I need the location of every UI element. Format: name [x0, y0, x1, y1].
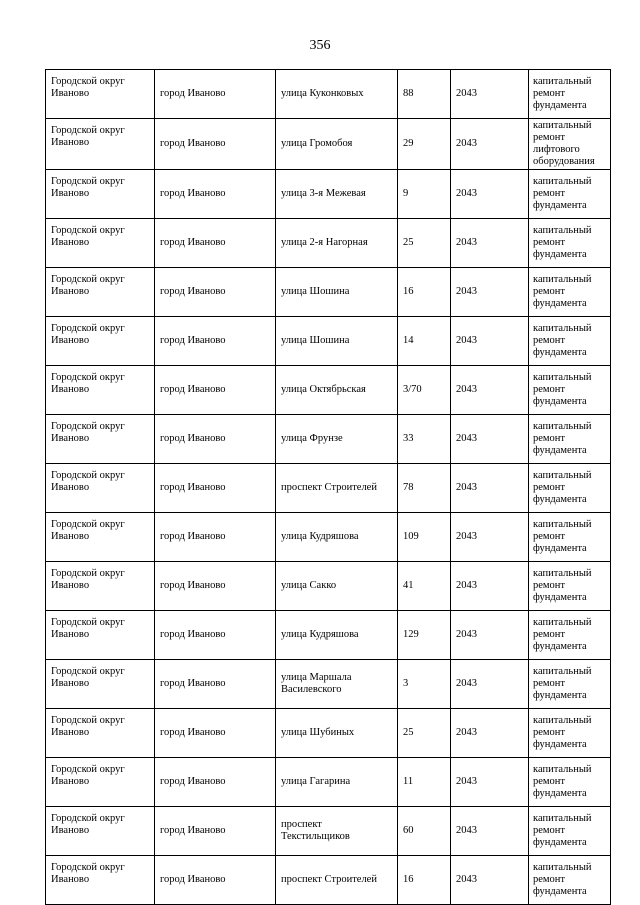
- district-cell: Городской округ Иваново: [46, 317, 155, 366]
- district-cell: Городской округ Иваново: [46, 660, 155, 709]
- table-row: [46, 219, 611, 268]
- table-row: [46, 660, 611, 709]
- city-cell: город Иваново: [155, 366, 276, 415]
- street-cell: проспект Строителей: [276, 856, 398, 905]
- district-cell: Городской округ Иваново: [46, 856, 155, 905]
- district-cell: Городской округ Иваново: [46, 464, 155, 513]
- city-cell: город Иваново: [155, 70, 276, 119]
- house-number-cell: 129: [398, 611, 451, 660]
- city-cell: город Иваново: [155, 415, 276, 464]
- year-cell: 2043: [451, 415, 529, 464]
- street-cell: улица Маршала Василевского: [276, 660, 398, 709]
- district-cell: Городской округ Иваново: [46, 366, 155, 415]
- year-cell: 2043: [451, 119, 529, 170]
- city-cell: город Иваново: [155, 268, 276, 317]
- year-cell: 2043: [451, 709, 529, 758]
- house-number-cell: 41: [398, 562, 451, 611]
- table-row: [46, 709, 611, 758]
- street-cell: улица 2-я Нагорная: [276, 219, 398, 268]
- street-cell: проспект Строителей: [276, 464, 398, 513]
- street-cell: улица 3-я Межевая: [276, 170, 398, 219]
- city-cell: город Иваново: [155, 513, 276, 562]
- work-type-cell: капитальный ремонт фундамента: [529, 611, 611, 660]
- work-type-cell: капитальный ремонт фундамента: [529, 464, 611, 513]
- table-row: [46, 611, 611, 660]
- work-type-cell: капитальный ремонт фундамента: [529, 513, 611, 562]
- table-row: [46, 268, 611, 317]
- work-type-cell: капитальный ремонт фундамента: [529, 807, 611, 856]
- work-type-cell: капитальный ремонт фундамента: [529, 856, 611, 905]
- house-number-cell: 25: [398, 219, 451, 268]
- city-cell: город Иваново: [155, 219, 276, 268]
- work-type-cell: капитальный ремонт фундамента: [529, 660, 611, 709]
- street-cell: улица Шубиных: [276, 709, 398, 758]
- table-row: [46, 562, 611, 611]
- table-row: [46, 317, 611, 366]
- house-number-cell: 78: [398, 464, 451, 513]
- table-row: [46, 807, 611, 856]
- year-cell: 2043: [451, 611, 529, 660]
- year-cell: 2043: [451, 268, 529, 317]
- work-type-cell: капитальный ремонт фундамента: [529, 366, 611, 415]
- table-row: [46, 70, 611, 119]
- city-cell: город Иваново: [155, 562, 276, 611]
- house-number-cell: 25: [398, 709, 451, 758]
- work-type-cell: капитальный ремонт фундамента: [529, 219, 611, 268]
- house-number-cell: 33: [398, 415, 451, 464]
- street-cell: улица Куконковых: [276, 70, 398, 119]
- district-cell: Городской округ Иваново: [46, 268, 155, 317]
- work-type-cell: капитальный ремонт лифтового оборудования: [529, 119, 611, 170]
- house-number-cell: 29: [398, 119, 451, 170]
- city-cell: город Иваново: [155, 660, 276, 709]
- city-cell: город Иваново: [155, 317, 276, 366]
- year-cell: 2043: [451, 219, 529, 268]
- street-cell: улица Сакко: [276, 562, 398, 611]
- district-cell: Городской округ Иваново: [46, 562, 155, 611]
- page-number: 356: [309, 38, 331, 53]
- city-cell: город Иваново: [155, 709, 276, 758]
- table-row: [46, 513, 611, 562]
- district-cell: Городской округ Иваново: [46, 170, 155, 219]
- house-number-cell: 60: [398, 807, 451, 856]
- table-row: [46, 366, 611, 415]
- year-cell: 2043: [451, 70, 529, 119]
- work-type-cell: капитальный ремонт фундамента: [529, 70, 611, 119]
- year-cell: 2043: [451, 856, 529, 905]
- house-number-cell: 3/70: [398, 366, 451, 415]
- table-row: [46, 415, 611, 464]
- street-cell: улица Шошина: [276, 317, 398, 366]
- district-cell: Городской округ Иваново: [46, 807, 155, 856]
- district-cell: Городской округ Иваново: [46, 611, 155, 660]
- street-cell: улица Шошина: [276, 268, 398, 317]
- year-cell: 2043: [451, 758, 529, 807]
- house-number-cell: 88: [398, 70, 451, 119]
- year-cell: 2043: [451, 170, 529, 219]
- city-cell: город Иваново: [155, 856, 276, 905]
- year-cell: 2043: [451, 317, 529, 366]
- work-type-cell: капитальный ремонт фундамента: [529, 709, 611, 758]
- city-cell: город Иваново: [155, 611, 276, 660]
- house-number-cell: 11: [398, 758, 451, 807]
- work-type-cell: капитальный ремонт фундамента: [529, 268, 611, 317]
- house-number-cell: 109: [398, 513, 451, 562]
- work-type-cell: капитальный ремонт фундамента: [529, 562, 611, 611]
- year-cell: 2043: [451, 660, 529, 709]
- district-cell: Городской округ Иваново: [46, 119, 155, 170]
- year-cell: 2043: [451, 366, 529, 415]
- repair-schedule-table: [45, 69, 611, 905]
- house-number-cell: 9: [398, 170, 451, 219]
- street-cell: улица Кудряшова: [276, 611, 398, 660]
- district-cell: Городской округ Иваново: [46, 415, 155, 464]
- work-type-cell: капитальный ремонт фундамента: [529, 758, 611, 807]
- year-cell: 2043: [451, 562, 529, 611]
- year-cell: 2043: [451, 807, 529, 856]
- work-type-cell: капитальный ремонт фундамента: [529, 170, 611, 219]
- city-cell: город Иваново: [155, 807, 276, 856]
- house-number-cell: 16: [398, 856, 451, 905]
- year-cell: 2043: [451, 513, 529, 562]
- house-number-cell: 16: [398, 268, 451, 317]
- table-row: [46, 758, 611, 807]
- district-cell: Городской округ Иваново: [46, 70, 155, 119]
- street-cell: улица Громобоя: [276, 119, 398, 170]
- street-cell: проспект Текстильщиков: [276, 807, 398, 856]
- city-cell: город Иваново: [155, 119, 276, 170]
- street-cell: улица Гагарина: [276, 758, 398, 807]
- district-cell: Городской округ Иваново: [46, 709, 155, 758]
- house-number-cell: 14: [398, 317, 451, 366]
- table-row: [46, 170, 611, 219]
- work-type-cell: капитальный ремонт фундамента: [529, 317, 611, 366]
- table-row: [46, 856, 611, 905]
- table-body: [46, 70, 611, 905]
- district-cell: Городской округ Иваново: [46, 513, 155, 562]
- city-cell: город Иваново: [155, 758, 276, 807]
- work-type-cell: капитальный ремонт фундамента: [529, 415, 611, 464]
- street-cell: улица Октябрьская: [276, 366, 398, 415]
- house-number-cell: 3: [398, 660, 451, 709]
- city-cell: город Иваново: [155, 464, 276, 513]
- year-cell: 2043: [451, 464, 529, 513]
- table-row: [46, 464, 611, 513]
- street-cell: улица Кудряшова: [276, 513, 398, 562]
- district-cell: Городской округ Иваново: [46, 219, 155, 268]
- district-cell: Городской округ Иваново: [46, 758, 155, 807]
- city-cell: город Иваново: [155, 170, 276, 219]
- street-cell: улица Фрунзе: [276, 415, 398, 464]
- table-row: [46, 119, 611, 170]
